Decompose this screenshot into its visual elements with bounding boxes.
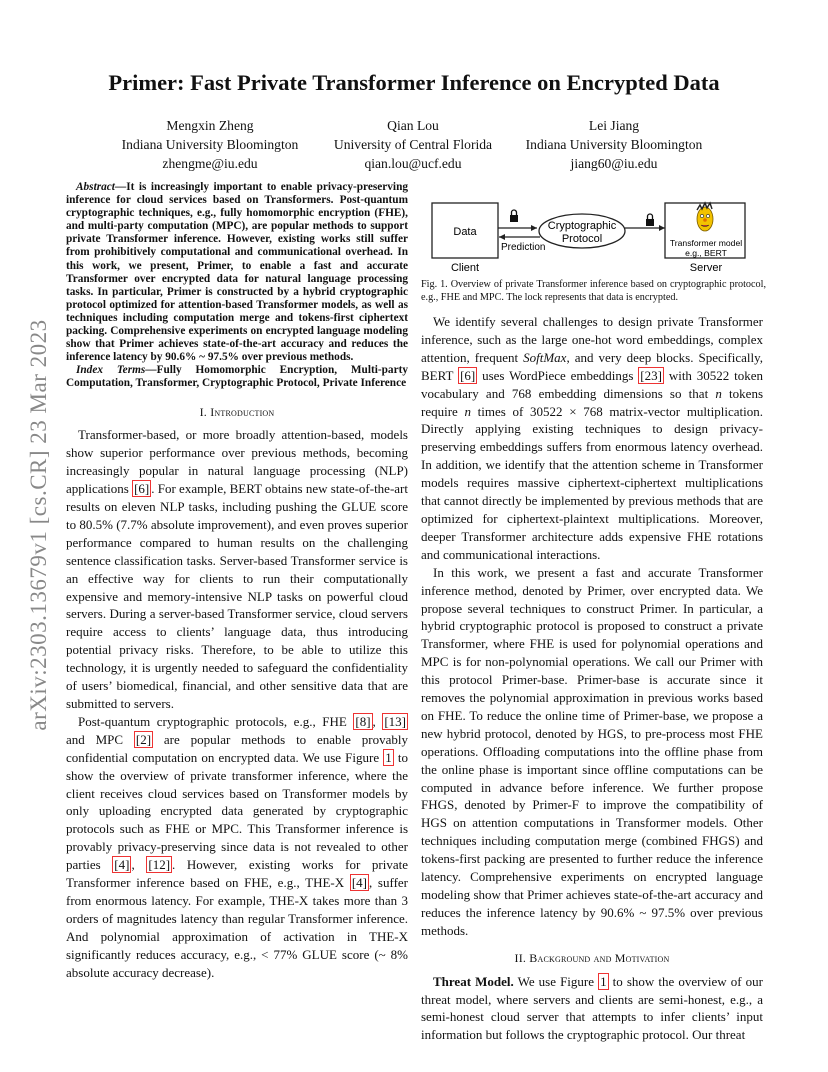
author-block-3 [514,116,714,173]
body-paragraph-threat-model: Threat Model. We use Figure 1 to show the overview of our threat model, where servers and clients are semi-honest, e.g., a semi-honest cloud server that attempts to infer clients’ input information but follows the cryptographic protocol. Our threat [421,973,764,1043]
model-label-line-1: Transformer model [669,238,743,248]
citation-link[interactable]: [23] [640,367,662,383]
section-heading-background [421,950,763,968]
index-terms-label: Index Terms [76,364,146,377]
arxiv-identifier[interactable]: arXiv:2303.13679v1 [cs.CR] 23 Mar 2023 [26,319,51,731]
abstract-label: Abstract [76,181,115,193]
citation-link[interactable]: [8] [355,713,371,729]
intro-paragraph-1: Transformer-based, or more broadly attention-based, models show superior performance over previous methods, becoming increasingly popular in natural language processing (NLP) applications [6] . For example, BERT obtains new state-of-the-art results on eleven NLP tasks, including pushing the GLUE score to 80.5% (7.7% absolute improvement), and even proves superior performance compared to human results on the challenging sentence classification tasks. Server-based Transformer service is an effective way for clients to run their computationally expensive and memory-intensive NLP tasks on powerful cloud servers. During a server-based Transformer service, cloud servers require access to clients’ language data, thus introducing potential privacy risks. Therefore, to be able to utilize this technology, it is urgently needed to safeguard the confidentiality of users’ biomedical, financial, and other sensitive data that are submitted to servers. [66,427,408,711]
section-title: Background and Motivation [529,950,670,965]
client-label: Client [450,262,480,274]
author-email[interactable]: zhengme@iu.edu [162,156,258,171]
author-email[interactable]: qian.lou@ucf.edu [364,156,462,171]
author-name: Mengxin Zheng [166,118,254,133]
model-label-line-2: e.g., BERT [685,248,727,258]
author-email[interactable]: jiang60@iu.edu [570,156,658,171]
body-paragraph-contribution: In this work, we present a fast and accurate Transformer inference method, denoted by Primer, over encrypted data. We propose several techniques to construct Primer. In particular, a hybrid cryptographic protocol is proposed to construct a private Transformer, where FHE is used for polynomial operations and MPC is for non-polynomial operations. We call our Primer with this protocol Primer-base. Primer-base is accurate since it removes the polynomial approximation in previous works based on FHE. To reduce the online time of Primer-base, we propose a new hybrid protocol, denoted by HGS, to pre-process most FHE operations. Offloading computations into the offline phase from the online phase is important since offline computations can be computed in advance before inference. We further propose FHGS, denoted by Primer-F to improve the compatibility of HGS on attention computations in Transformer models. Other techniques including computation merge (combined FHGS) and tokens-first packing are presented to further reduce the inference latency. Comprehensive experiments on encrypted language modeling show that Primer achieves state-of-the-art accuracy and reduces the inference latency by 90.6% ~ 97.5% over previous methods. [421,564,763,938]
author-name: Qian Lou [387,118,439,133]
author-affiliation: Indiana University Bloomington [525,137,703,152]
prediction-label: Prediction [501,242,546,253]
author-affiliation: Indiana University Bloomington [121,137,299,152]
section-heading-introduction [66,404,408,422]
section-number: II. [514,950,527,965]
abstract-text: —It is increasingly important to enable privacy-preserving inference for cloud services based on Transformers. Post-quantum cryptographic techniques, e.g., fully homomorphic encryption (FHE), and multi-party computation (MPC), are popular methods to support private Transformer inference. However, existing works still suffer from prohibitively computational and communicational overhead. In this work, we present, Primer, to enable a fast and accurate Transformer over encrypted data for natural language processing tasks. In particular, Primer is constructed by a hybrid cryptographic protocol optimized for attention-based Transformer models, as well as techniques including computation merge and tokens-first ciphertext packing. Comprehensive experiments on encrypted language modeling show that Primer achieves state-of-the-art accuracy and reduces the inference latency by 90.6% ~ 97.5% over previous methods. [66,181,408,364]
citation-link[interactable]: [6] [134,481,150,497]
citation-link[interactable]: [4] [114,857,130,873]
figure-reference-link[interactable]: 1 [600,973,607,989]
protocol-label-line-2: Protocol [561,233,603,245]
section-number: I. [199,404,208,419]
citation-link[interactable]: [12] [148,857,171,873]
right-column [421,313,763,1044]
author-affiliation: University of Central Florida [333,137,493,152]
section-title: Introduction [210,404,275,419]
author-name: Lei Jiang [588,118,640,133]
index-terms-text: —Fully Homomorphic Encryption, Multi-party Computation, Transformer, Cryptographic Protocol, Private Inference [66,364,408,390]
protocol-label-line-1: Cryptographic [547,220,617,232]
data-label: Data [453,226,477,238]
figure-reference-link[interactable]: 1 [385,749,392,765]
figure-caption: Fig. 1. Overview of private Transformer inference based on cryptographic protocol, e.g., FHE and MPC. The lock represents that data is encrypted. [421,279,766,303]
figure-diagram [420,190,765,275]
lock-icon [510,210,518,222]
citation-link[interactable]: [4] [351,875,367,891]
arxiv-sidebar-stamp [24,285,54,765]
left-column [66,181,408,982]
body-paragraph-challenges: We identify several challenges to design private Transformer inference, such as the large one-hot word embeddings, complex attention, frequent SoftMax, and very deep blocks. Specifically, BERT [6] uses WordPiece embeddings [23] with 30522 token vocabulary and 768 embedding dimensions so that n tokens require n times of 30522 × 768 matrix-vector multiplication. Directly applying existing techniques to design privacy-preserving embeddings suffers from enormous latency overhead. In addition, we identify that the attention scheme in Transformer models requires massive ciphertext-ciphertext multiplications that cannot directly be implemented by previous methods that are optimized for ciphertext-plaintext multiplications. Moreover, deeper Transformer architecture adds expensive FHE rotations and communicational interactions. [421,314,764,562]
lock-icon [646,214,654,226]
author-block-1 [110,116,310,173]
citation-link[interactable]: [6] [460,367,476,383]
figure-1 [420,190,765,275]
paper-title: Primer: Fast Private Transformer Inference on Encrypted Data [108,70,720,95]
author-block-2 [318,116,508,173]
intro-paragraph-2: Post-quantum cryptographic protocols, e.g., FHE [8] , [13] and MPC [2] are popular methods to enable provably confidential computation on encrypted data. We use Figure 1 to show the overview of private transformer inference, where the client receives cloud services based on Transformer models by only uploading encrypted data generated by cryptographic protocols such as FHE or MPC. This Transformer inference is provably privacy-preserving since data is not revealed to other parties [4] , [12] . However, existing works for private Transformer inference based on FHE, e.g., THE-X [4] , suffer from enormous latency. For example, THE-X takes more than 3 orders of magnitudes latency than regular Transformer inference. And polynomial approximation of activation in THE-X significantly reduces accuracy, e.g., < 77% GLUE score (~ 8% absolute accuracy decrease). [66,713,409,980]
citation-link[interactable]: [2] [135,731,152,747]
server-label: Server [689,262,723,274]
paragraph-lead: Threat Model. [433,973,514,989]
citation-link[interactable]: [13] [384,713,406,729]
abstract [66,181,408,391]
